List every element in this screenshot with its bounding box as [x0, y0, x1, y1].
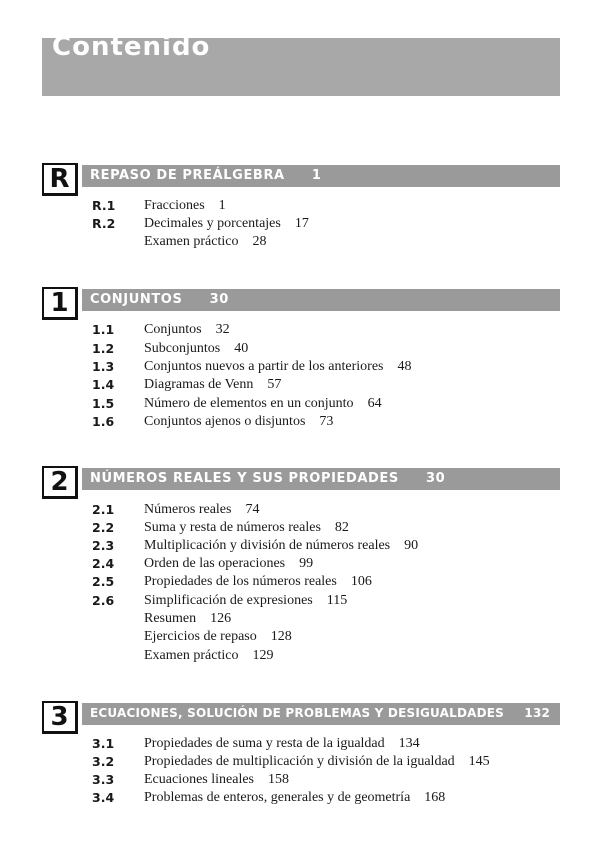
toc-entry[interactable] [0, 377, 600, 395]
section-title: Decimales y porcentajes [144, 216, 281, 231]
chapter-heading-3[interactable] [90, 706, 550, 720]
section-title: Suma y resta de números reales [144, 520, 321, 535]
toc-entry[interactable] [0, 414, 600, 432]
section-title: Orden de las operaciones [144, 556, 286, 571]
section-title: Fracciones [144, 198, 205, 213]
section-title: Números reales [144, 502, 232, 517]
section-page: 40 [234, 341, 249, 356]
chapter-marker-1: 1 [42, 287, 78, 320]
toc-entry[interactable] [0, 556, 600, 574]
chapter-heading-text: NÚMEROS REALES Y SUS PROPIEDADES [90, 471, 399, 486]
toc-entry[interactable] [0, 648, 600, 666]
section-title: Multiplicación y división de números reales [144, 538, 391, 553]
section-title: Simplificación de expresiones [144, 593, 313, 608]
section-page: 82 [334, 520, 349, 535]
toc-entry[interactable] [0, 611, 600, 629]
section-title: Examen práctico [144, 234, 239, 249]
section-page: 74 [245, 502, 260, 517]
section-number: 1.1 [92, 322, 115, 337]
section-page: 134 [398, 736, 420, 751]
chapter-heading-r[interactable] [90, 168, 322, 183]
section-page: 128 [270, 629, 292, 644]
section-number: R.2 [92, 216, 116, 231]
toc-entry[interactable] [0, 502, 600, 520]
section-number: 2.4 [92, 556, 115, 571]
section-number: R.1 [92, 198, 116, 213]
section-number: 1.6 [92, 414, 115, 429]
section-page: 1 [218, 198, 226, 213]
section-page: 73 [319, 414, 334, 429]
section-page: 129 [252, 648, 274, 663]
section-title: Propiedades de los números reales [144, 574, 337, 589]
toc-entry[interactable] [0, 574, 600, 592]
section-page: 158 [268, 772, 290, 787]
section-number: 2.2 [92, 520, 115, 535]
toc-entry[interactable] [0, 396, 600, 414]
section-page: 48 [397, 359, 412, 374]
section-page: 90 [404, 538, 419, 553]
chapter-heading-1[interactable] [90, 292, 229, 307]
chapter-heading-text: REPASO DE PREÁLGEBRA [90, 168, 285, 183]
section-title: Conjuntos [144, 322, 202, 337]
section-title: Resumen [144, 611, 197, 626]
section-number: 3.3 [92, 772, 115, 787]
section-title: Conjuntos nuevos a partir de los anteriores [144, 359, 384, 374]
section-number: 2.6 [92, 593, 115, 608]
section-page: 168 [424, 790, 446, 805]
toc-entry[interactable] [0, 790, 600, 808]
toc-entry[interactable] [0, 359, 600, 377]
toc-entry[interactable] [0, 216, 600, 234]
section-title: Subconjuntos [144, 341, 221, 356]
chapter-heading-text: ECUACIONES, SOLUCIÓN DE PROBLEMAS Y DESIGUALDADES [90, 706, 505, 720]
section-page: 99 [299, 556, 314, 571]
chapter-heading-2[interactable] [90, 471, 445, 486]
section-number: 2.1 [92, 502, 115, 517]
toc-entry[interactable] [0, 322, 600, 340]
toc-entry[interactable] [0, 772, 600, 790]
section-page: 106 [350, 574, 372, 589]
section-title: Diagramas de Venn [144, 377, 254, 392]
section-title: Problemas de enteros, generales y de geometría [144, 790, 411, 805]
section-number: 3.2 [92, 754, 115, 769]
section-title: Propiedades de suma y resta de la igualdad [144, 736, 385, 751]
section-page: 64 [367, 396, 382, 411]
section-page: 28 [252, 234, 267, 249]
section-title: Número de elementos en un conjunto [144, 396, 354, 411]
toc-entry[interactable] [0, 198, 600, 216]
section-number: 2.5 [92, 574, 115, 589]
section-page: 126 [210, 611, 232, 626]
chapter-page: 30 [209, 292, 229, 307]
section-title: Ecuaciones lineales [144, 772, 255, 787]
section-page: 115 [326, 593, 348, 608]
section-page: 32 [215, 322, 230, 337]
chapter-marker-2: 2 [42, 466, 78, 499]
chapter-marker-3: 3 [42, 701, 78, 734]
section-number: 1.2 [92, 341, 115, 356]
section-title: Conjuntos ajenos o disjuntos [144, 414, 306, 429]
chapter-heading-text: CONJUNTOS [90, 292, 183, 307]
section-number: 1.5 [92, 396, 115, 411]
toc-entry[interactable] [0, 234, 600, 252]
section-number: 2.3 [92, 538, 115, 553]
section-page: 17 [294, 216, 309, 231]
toc-entry[interactable] [0, 341, 600, 359]
section-number: 1.4 [92, 377, 115, 392]
toc-entry[interactable] [0, 736, 600, 754]
chapter-page: 1 [311, 168, 322, 183]
section-number: 3.4 [92, 790, 115, 805]
section-title: Ejercicios de repaso [144, 629, 257, 644]
section-title: Propiedades de multiplicación y división de la igualdad [144, 754, 455, 769]
toc-entry[interactable] [0, 754, 600, 772]
chapter-page: 30 [426, 471, 446, 486]
page-title: Contenido [52, 32, 211, 62]
section-number: 1.3 [92, 359, 115, 374]
toc-entry[interactable] [0, 538, 600, 556]
section-page: 145 [468, 754, 490, 769]
chapter-marker-r: R [42, 163, 78, 196]
section-page: 57 [267, 377, 282, 392]
toc-entry[interactable] [0, 593, 600, 611]
toc-entry[interactable] [0, 629, 600, 647]
chapter-page: 132 [524, 706, 551, 720]
toc-entry[interactable] [0, 520, 600, 538]
section-title: Examen práctico [144, 648, 239, 663]
section-number: 3.1 [92, 736, 115, 751]
